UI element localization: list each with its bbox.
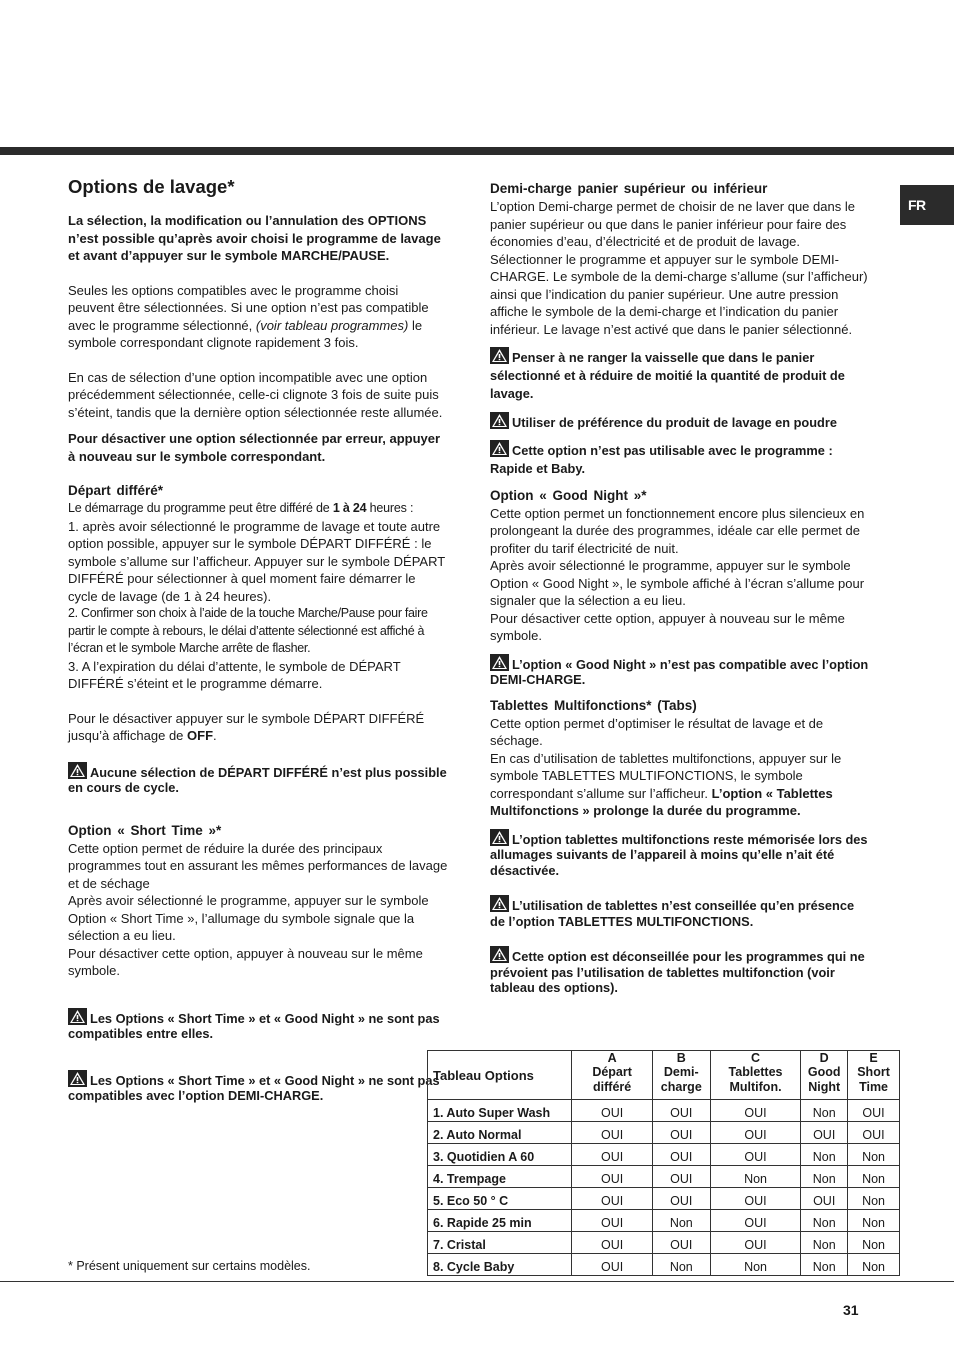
program-name: 8. Cycle Baby [428, 1254, 572, 1276]
table-row [428, 1188, 900, 1210]
table-cell: OUI [652, 1166, 710, 1188]
tablettes-warning-3: Cette option est déconseillée pour les programmes qui ne prévoient pas l’utilisation de tablettes multifonction (voir tableau des options). [490, 946, 870, 996]
program-name: 7. Cristal [428, 1232, 572, 1254]
table-cell: Non [652, 1254, 710, 1276]
table-cell: Non [848, 1210, 900, 1232]
depart-deactivate: Pour le désactiver appuyer sur le symbole DÉPART DIFFÉRÉ jusqu’à affichage de OFF. [68, 710, 425, 743]
table-cell: OUI [801, 1188, 848, 1210]
options-table [427, 1050, 900, 1276]
program-name: 2. Auto Normal [428, 1122, 572, 1144]
table-cell: OUI [572, 1254, 652, 1276]
table-cell: OUI [710, 1232, 801, 1254]
warning-icon [490, 895, 509, 912]
bottom-rule [0, 1281, 954, 1282]
table-cell: Non [710, 1166, 801, 1188]
warning-icon [490, 829, 509, 846]
right-column [490, 180, 870, 996]
table-row [428, 1122, 900, 1144]
table-cell: OUI [710, 1100, 801, 1122]
table-cell: Non [801, 1254, 848, 1276]
program-name: 3. Quotidien A 60 [428, 1144, 572, 1166]
warning-icon [490, 412, 509, 429]
table-row [428, 1232, 900, 1254]
table-cell: Non [848, 1188, 900, 1210]
program-name: 4. Trempage [428, 1166, 572, 1188]
table-cell: Non [848, 1254, 900, 1276]
warning-icon [68, 1070, 87, 1087]
language-tab: FR [900, 185, 954, 225]
deactivate-note: Pour désactiver une option sélectionnée par erreur, appuyer à nouveau sur le symbole correspondant. [68, 431, 441, 464]
footnote: * Présent uniquement sur certains modèles. [68, 1259, 311, 1273]
good-night-warning: L’option « Good Night » n’est pas compatible avec l’option DEMI-CHARGE. [490, 654, 870, 688]
warning-icon [68, 1008, 87, 1025]
table-cell: Non [801, 1210, 848, 1232]
short-time-title: Option « Short Time »* [68, 822, 222, 838]
depart-warning: Aucune sélection de DÉPART DIFFÉRÉ n’est plus possible en cours de cycle. [68, 762, 448, 796]
table-cell: OUI [801, 1122, 848, 1144]
incompatible-paragraph: En cas de sélection d’une option incompatible avec une option précédemment sélectionnée, celle-ci clignote 3 fois de suite puis s’éteint, tandis que la dernière option sélectionnée reste allumée. [68, 369, 443, 420]
good-night-title: Option « Good Night »* [490, 487, 647, 503]
column-letter: E [848, 1051, 900, 1066]
table-cell: Non [801, 1166, 848, 1188]
table-row [428, 1166, 900, 1188]
column-header: Short Time [848, 1065, 900, 1100]
column-header: Tablettes Multifon. [710, 1065, 801, 1100]
table-cell: OUI [652, 1122, 710, 1144]
table-cell: OUI [572, 1122, 652, 1144]
table-cell: OUI [652, 1188, 710, 1210]
table-cell: OUI [572, 1232, 652, 1254]
good-night-paragraph: Cette option permet un fonctionnement encore plus silencieux en prolongeant la durée des programmes, idéale car elle permet de profiter du tarif électricité de nuit. Après avoir sélectionné le programme, appuyer sur le symbole Option « Good Night », le symbole affiché à l’écran s’allume pour signaler que la sélection a eu lieu. Pour désactiver cette option, appuyer à nouveau sur le même symbole. [490, 505, 865, 643]
column-header: Good Night [801, 1065, 848, 1100]
table-cell: Non [848, 1232, 900, 1254]
depart-differe-title: Départ différé* [68, 483, 164, 498]
intro-paragraph: Seules les options compatibles avec le programme choisi peuvent être sélectionnées. Si une option n’est pas compatible avec le programme sélectionné, (voir tableau programmes) le symbole correspondant clignote rapidement 3 fois. [68, 282, 429, 350]
table-cell: OUI [710, 1122, 801, 1144]
table-cell: OUI [572, 1188, 652, 1210]
demi-charge-warning-3: Cette option n’est pas utilisable avec le programme : Rapide et Baby. [490, 440, 870, 478]
depart-intro: Le démarrage du programme peut être différé de 1 à 24 heures : [68, 501, 414, 515]
table-cell: Non [710, 1254, 801, 1276]
table-cell: OUI [572, 1166, 652, 1188]
table-cell: OUI [572, 1144, 652, 1166]
table-row [428, 1210, 900, 1232]
table-cell: Non [801, 1100, 848, 1122]
program-name: 6. Rapide 25 min [428, 1210, 572, 1232]
demi-charge-warning-2: Utiliser de préférence du produit de lavage en poudre [490, 412, 870, 431]
table-cell: OUI [572, 1100, 652, 1122]
column-letter: D [801, 1051, 848, 1066]
depart-step-3: 3. A l’expiration du délai d’attente, le symbole de DÉPART DIFFÉRÉ s’éteint et le programme démarre. [68, 658, 401, 691]
column-letter: C [710, 1051, 801, 1066]
table-cell: OUI [710, 1144, 801, 1166]
table-cell: OUI [652, 1144, 710, 1166]
table-row [428, 1100, 900, 1122]
table-row [428, 1144, 900, 1166]
table-cell: OUI [572, 1210, 652, 1232]
short-time-warning-2: Les Options « Short Time » et « Good Night » ne sont pas compatibles avec l’option DEMI-CHARGE. [68, 1070, 448, 1104]
intro-bold: La sélection, la modification ou l’annulation des OPTIONS n’est possible qu’après avoir choisi le programme de lavage et avant d’appuyer sur le symbole MARCHE/PAUSE. [68, 213, 441, 263]
warning-icon [490, 654, 509, 671]
demi-charge-title: Demi-charge panier supérieur ou inférieur [490, 181, 768, 196]
column-header: Départ différé [572, 1065, 652, 1100]
page-number: 31 [843, 1302, 859, 1318]
table-cell: Non [801, 1232, 848, 1254]
tablettes-title: Tablettes Multifonctions* (Tabs) [490, 697, 697, 713]
table-cell: Non [848, 1144, 900, 1166]
table-title: Tableau Options [428, 1051, 572, 1100]
page-title: Options de lavage* [68, 176, 235, 197]
demi-charge-paragraph: L’option Demi-charge permet de choisir de ne laver que dans le panier supérieur ou que dans le panier inférieur pour faire des économies d’eau, d’électricité et de produit de lavage. Sélectionner le programme et appuyer sur le symbole DEMI-CHARGE. Le symbole de la demi-charge s’allume (sur l’afficheur) ainsi que l’indication du panier supérieur. Une autre pression affiche le symbole de la demi-charge et l’indication du panier inférieur. Le lavage n’est activé que dans le panier sélectionné. [490, 199, 868, 337]
table-cell: OUI [710, 1210, 801, 1232]
table-row [428, 1254, 900, 1276]
program-name: 1. Auto Super Wash [428, 1100, 572, 1122]
column-letter: B [652, 1051, 710, 1066]
table-cell: Non [848, 1166, 900, 1188]
program-name: 5. Eco 50 ° C [428, 1188, 572, 1210]
table-cell: OUI [710, 1188, 801, 1210]
column-header: Demi- charge [652, 1065, 710, 1100]
short-time-paragraph: Cette option permet de réduire la durée des principaux programmes tout en assurant les mêmes performances de lavage et de séchage Après avoir sélectionné le programme, appuyer sur le symbole Option « Short Time », l’allumage du symbole signale que la sélection a eu lieu. Pour désactiver cette option, appuyer à nouveau sur le même symbole. [68, 840, 448, 978]
tablettes-warning-1: L’option tablettes multifonctions reste mémorisée lors des allumages suivants de l’appareil à moins qu’elle n’ait été désactivée. [490, 829, 870, 879]
table-cell: OUI [652, 1232, 710, 1254]
short-time-warning-1: Les Options « Short Time » et « Good Night » ne sont pas compatibles entre elles. [68, 1008, 448, 1042]
table-cell: OUI [848, 1100, 900, 1122]
tablettes-paragraph: Cette option permet d’optimiser le résultat de lavage et de séchage. En cas d’utilisation de tablettes multifonctions, appuyer sur le symbole TABLETTES MULTIFONCTIONS, le symbole correspondant s’allume sur l’afficheur. L’option « Tablettes Multifonctions » prolonge la durée du programme. [490, 715, 842, 818]
table-cell: OUI [848, 1122, 900, 1144]
depart-step-1: 1. après avoir sélectionné le programme de lavage et toute autre option possible, appuyer sur le symbole DÉPART DIFFÉRÉ : le symbole s’allume sur l’afficheur. Appuyer sur le symbole DÉPART DIFFÉRÉ pour sélectionner à quel moment faire démarrer le cycle de lavage (de 1 à 24 heures). [68, 518, 445, 604]
column-letter: A [572, 1051, 652, 1066]
warning-icon [68, 762, 87, 779]
warning-icon [490, 946, 509, 963]
warning-icon [490, 347, 509, 364]
table-cell: Non [652, 1210, 710, 1232]
demi-charge-warning-1: Penser à ne ranger la vaisselle que dans le panier sélectionné et à réduire de moitié la quantité de produit de lavage. [490, 347, 870, 403]
left-column [68, 176, 448, 1104]
tablettes-warning-2: L’utilisation de tablettes n’est conseillée qu’en présence de l’option TABLETTES MULTIFONCTIONS. [490, 895, 870, 929]
depart-step-2: 2. Confirmer son choix à l’aide de la touche Marche/Pause pour faire partir le compte à rebours, le délai d’attente sélectionné est affiché à l’écran et le symbole Marche arrête de flasher. [68, 606, 428, 655]
table-cell: OUI [652, 1100, 710, 1122]
top-bar [0, 147, 954, 155]
table-cell: Non [801, 1144, 848, 1166]
warning-icon [490, 440, 509, 457]
